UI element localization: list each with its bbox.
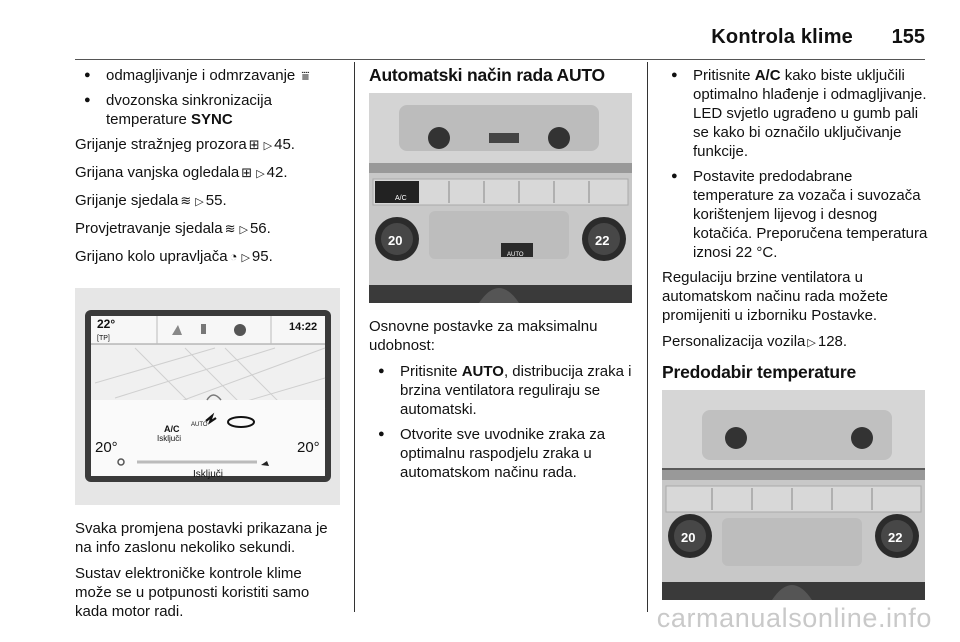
rear-window-heat-icon: ⊞ [248,137,260,152]
list-item: ● dvozonska sinkronizacija temperature SYNC [75,91,340,129]
column-3 [662,66,930,600]
screen-temp-left[interactable]: 20° [95,439,118,456]
screen-temp: 22° [97,317,116,331]
page-ref-link[interactable]: 56. [249,220,271,237]
watermark: carmanualsonline.info [656,603,932,633]
section-heading: Predodabir temperature [662,362,856,382]
section-heading: Automatski način rada AUTO [369,65,605,85]
page-ref-arrow-icon: ▷ [263,140,273,152]
list-item: ● Postavite predodabrane temperature za vozača i suvozača korištenjem lijevog i desnog kotačića. Preporučena temperatura iznosi 22 °C. [662,167,930,262]
seat-vent-icon: ≋ [224,221,236,236]
info-display-figure [75,288,340,505]
seat-heat-icon: ≋ [180,193,192,208]
mirror-heat-icon: ⊞ [241,165,253,180]
ref-line: Provjetravanje sjedala ≋ ▷ 56. [75,220,271,237]
screen-ac-state: Isključi [157,434,182,443]
screen-ac-label[interactable]: A/C [164,424,180,434]
screen-auto-label[interactable]: AUTO [191,422,208,428]
page-ref-link[interactable]: 55. [205,192,227,209]
ac-button[interactable]: A/C [395,195,407,202]
list-item: ● odmagljivanje i odmrzavanje ⩸ [75,66,340,85]
knob-right[interactable]: 22 [888,530,903,545]
column-1 [75,66,340,628]
climate-panel-figure [369,93,632,303]
page-header [75,20,925,60]
page-ref-link[interactable]: 42. [266,164,288,181]
column-divider [647,62,648,612]
column-divider [354,62,355,612]
paragraph: Regulaciju brzine ventilatora u automatskom načinu rada možete promijeniti u izborniku Postavke. [662,269,888,324]
steering-wheel-heat-icon: ◔ [229,249,238,264]
knob-right[interactable]: 22 [595,233,610,248]
screen-temp-right[interactable]: 20° [297,439,320,456]
ref-line: Grijana vanjska ogledala ⊞ ▷ 42. [75,164,288,181]
ref-line: Grijano kolo upravljača ◔ ▷ 95. [75,248,273,265]
list-item: ● Otvorite sve uvodnike zraka za optimalnu raspodjelu zraka u automatskom načinu rada. [369,425,634,482]
knob-left[interactable]: 20 [681,530,696,545]
climate-panel-figure [662,390,925,600]
knob-left[interactable]: 20 [388,233,403,248]
paragraph: Svaka promjena postavki prikazana je na info zaslonu nekoliko sekundi. [75,520,328,556]
ref-line: Grijanje stražnjeg prozora ⊞ ▷ 45. [75,136,295,153]
page-title: Kontrola klime [711,26,853,48]
page-number: 155 [891,26,925,48]
list-item: ● Pritisnite A/C kako biste uključili optimalno hlađenje i odmagljivanje. LED svjetlo ugrađeno u gumb pali se kako bi označilo uključivanje funkcije. [662,66,930,161]
page-ref-link[interactable]: 95. [251,248,273,265]
page-ref-arrow-icon: ▷ [241,252,250,264]
screen-fan-state: Isključi [193,469,224,480]
page-ref-arrow-icon: ▷ [807,337,816,349]
page-ref-link[interactable]: 45. [274,136,295,153]
windshield-defrost-icon: ⩸ [301,68,310,83]
ref-line: Personalizacija vozila ▷ 128. [662,333,848,350]
column-2 [369,66,634,488]
paragraph: Sustav elektroničke kontrole klime može se u potpunosti koristiti samo kada motor radi. [75,565,310,620]
page-ref-arrow-icon: ▷ [195,196,204,208]
screen-clock: 14:22 [289,321,318,333]
ref-line: Grijanje sjedala ≋ ▷ 55. [75,192,227,209]
page-ref-arrow-icon: ▷ [239,224,248,236]
screen-mode: [TP] [97,335,110,342]
paragraph: Osnovne postavke za maksimalnu udobnost: [369,318,598,354]
auto-button[interactable]: AUTO [507,252,524,258]
page-ref-link[interactable]: 128. [817,333,848,350]
list-item: ● Pritisnite AUTO, distribucija zraka i brzina ventilatora reguliraju se automatski. [369,362,634,419]
page-ref-arrow-icon: ▷ [256,168,265,180]
